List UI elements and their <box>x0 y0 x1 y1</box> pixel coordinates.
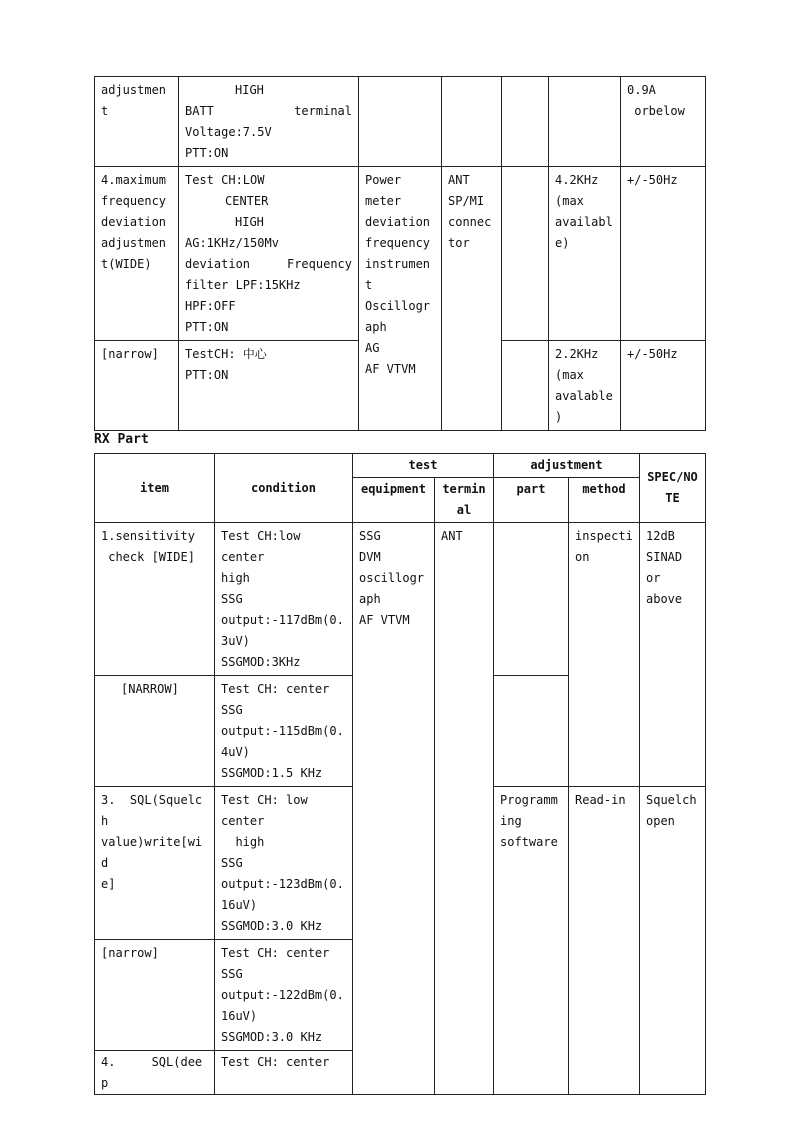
header-part: part <box>494 478 569 523</box>
condition-line: TestCH: 中心 <box>185 347 267 361</box>
tx-item-cell: adjustmen t <box>95 77 179 167</box>
tx-spec-cell: 0.9A orbelow <box>621 77 706 167</box>
rx-condition-cell: Test CH: center SSG output:-115dBm(0. 4uV) SSGMOD:1.5 KHz <box>215 676 353 787</box>
table-header-row <box>95 454 706 478</box>
header-equipment: equipment <box>353 478 435 523</box>
rx-method-cell: inspecti on <box>569 523 640 787</box>
rx-item-cell: 1.sensitivity check [WIDE] <box>95 523 215 676</box>
tx-terminal-cell: ANT SP/MI connec tor <box>442 167 502 431</box>
header-spec: SPEC/NO TE <box>640 454 706 523</box>
tx-method-cell <box>549 77 621 167</box>
condition-line: Test CH:LOW <box>185 173 265 187</box>
tx-item-cell: [narrow] <box>95 341 179 431</box>
condition-line: AG:1KHz/150Mv <box>185 236 279 250</box>
condition-word: BATT <box>185 104 214 118</box>
rx-condition-cell: Test CH: center <box>215 1051 353 1095</box>
condition-line: Voltage:7.5V <box>185 125 272 139</box>
rx-part-cell <box>494 676 569 787</box>
rx-part-cell: Programm ing software <box>494 787 569 1095</box>
rx-item-cell: 4. SQL(deep <box>95 1051 215 1095</box>
table-row <box>95 167 706 341</box>
rx-item-cell: [narrow] <box>95 940 215 1051</box>
condition-word: deviation <box>185 257 251 271</box>
condition-line: CENTER <box>225 194 269 208</box>
tx-adjustment-table <box>94 76 706 431</box>
tx-method-cell: 4.2KHz (max availabl e) <box>549 167 621 341</box>
tx-item-cell: 4.maximum frequency deviation adjustmen t(WIDE) <box>95 167 179 341</box>
tx-spec-cell: +/-50Hz <box>621 341 706 431</box>
rx-item-cell: [NARROW] <box>95 676 215 787</box>
tx-method-cell: 2.2KHz (max avalable ) <box>549 341 621 431</box>
rx-method-cell: Read-in <box>569 787 640 1095</box>
rx-part-cell <box>494 523 569 676</box>
tx-condition-cell <box>179 77 359 167</box>
condition-line: HIGH <box>235 215 264 229</box>
tx-condition-cell <box>179 167 359 341</box>
condition-line: filter LPF:15KHz <box>185 278 301 292</box>
table-row <box>95 523 706 676</box>
tx-equipment-cell: Power meter deviation frequency instrumen t Oscillogr aph AG AF VTVM <box>359 167 442 431</box>
rx-equipment-cell: SSG DVM oscillogr aph AF VTVM <box>353 523 435 1095</box>
rx-adjustment-table <box>94 453 706 1095</box>
condition-line <box>185 254 352 275</box>
condition-word: terminal <box>294 104 352 118</box>
tx-part-cell <box>502 167 549 341</box>
tx-spec-cell: +/-50Hz <box>621 167 706 341</box>
tx-part-cell <box>502 341 549 431</box>
rx-item-cell: 3. SQL(Squelch value)write[wid e] <box>95 787 215 940</box>
header-adjustment: adjustment <box>494 454 640 478</box>
condition-line: PTT:ON <box>185 146 229 160</box>
rx-spec-cell: Squelch open <box>640 787 706 1095</box>
tx-terminal-cell <box>442 77 502 167</box>
tx-equipment-cell <box>359 77 442 167</box>
header-terminal: termin al <box>435 478 494 523</box>
condition-line: PTT:ON <box>185 320 229 334</box>
condition-line <box>185 101 352 122</box>
header-method: method <box>569 478 640 523</box>
tx-part-cell <box>502 77 549 167</box>
tx-condition-cell <box>179 341 359 431</box>
condition-word: Frequency <box>286 257 352 271</box>
rx-condition-cell: Test CH:low center high SSG output:-117dBm(0. 3uV) SSGMOD:3KHz <box>215 523 353 676</box>
rx-condition-cell: Test CH: center SSG output:-122dBm(0. 16uV) SSGMOD:3.0 KHz <box>215 940 353 1051</box>
header-item: item <box>95 454 215 523</box>
rx-terminal-cell: ANT <box>435 523 494 1095</box>
header-condition: condition <box>215 454 353 523</box>
rx-condition-cell: Test CH: low center high SSG output:-123dBm(0. 16uV) SSGMOD:3.0 KHz <box>215 787 353 940</box>
rx-section-title: RX Part <box>94 432 149 447</box>
condition-line: PTT:ON <box>185 368 229 382</box>
header-test: test <box>353 454 494 478</box>
condition-line: HPF:OFF <box>185 299 236 313</box>
condition-line: HIGH <box>235 83 264 97</box>
rx-spec-cell: 12dB SINAD or above <box>640 523 706 787</box>
table-row <box>95 77 706 167</box>
